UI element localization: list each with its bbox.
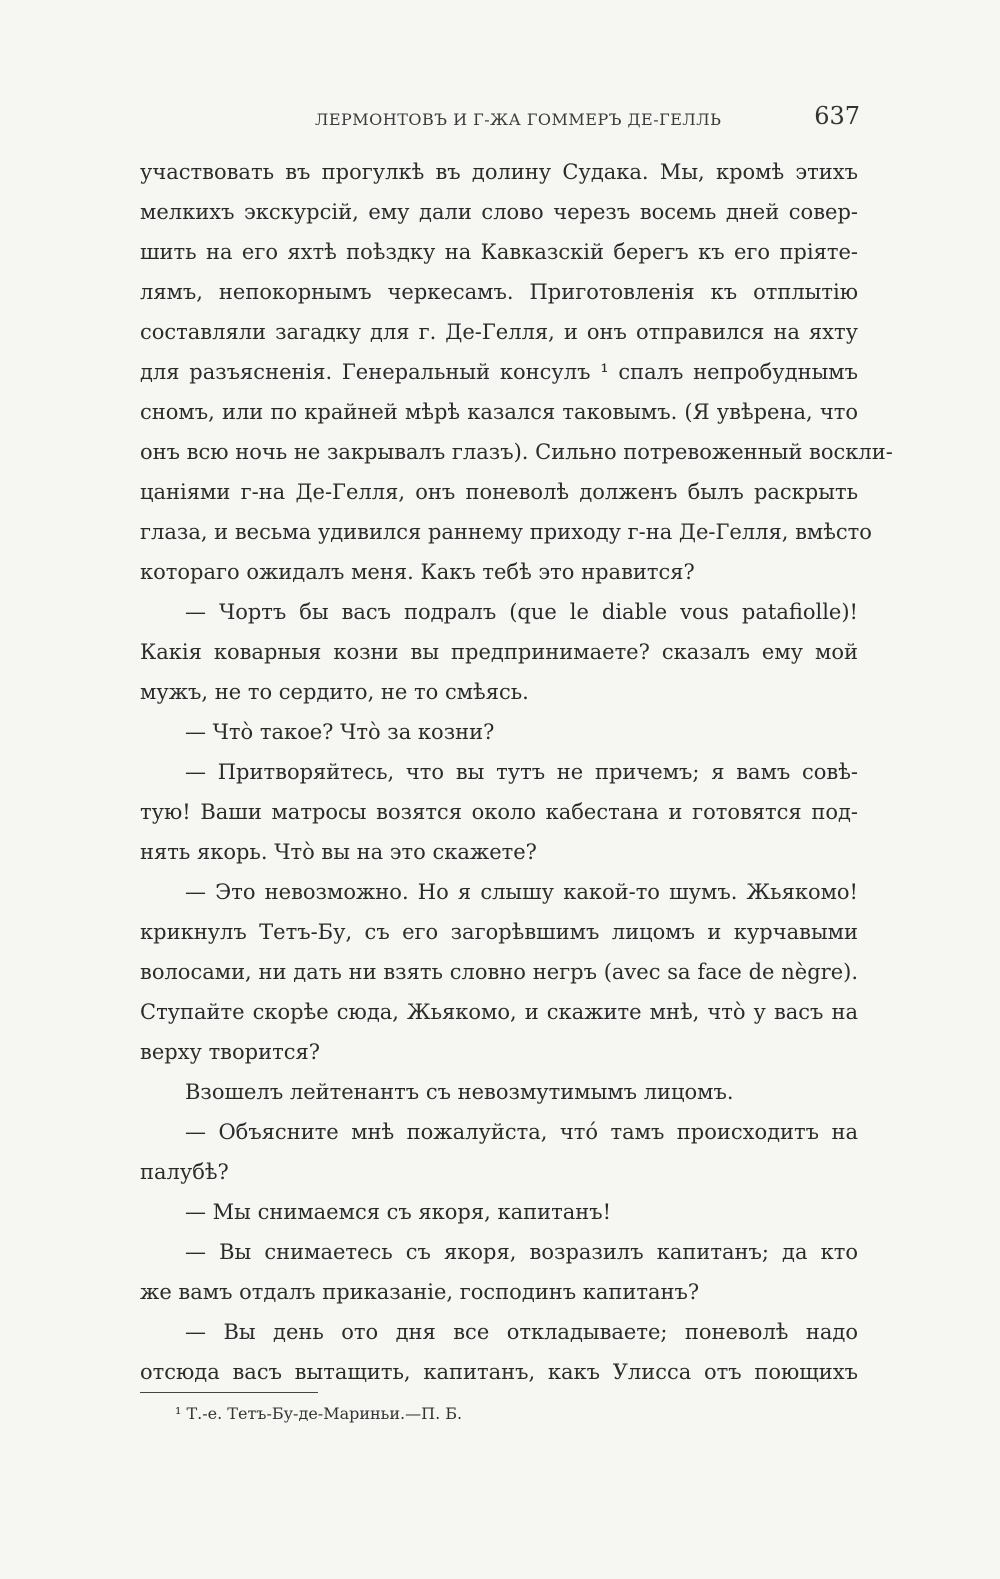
text-line: котораго ожидалъ меня. Какъ тебѣ это нравится? [140, 560, 695, 584]
page-number: 637 [814, 102, 860, 130]
text-line: — Объясните мнѣ пожалуйста, что́ тамъ происходитъ на [185, 1120, 858, 1144]
text-line: участвовать въ прогулкѣ въ долину Судака. Мы, кромѣ этихъ [140, 160, 858, 184]
text-line: мужъ, не то сердито, не то смѣясь. [140, 680, 529, 704]
text-line: нять якорь. Что̀ вы на это скажете? [140, 840, 537, 864]
text-line: крикнулъ Тетъ-Бу, съ его загорѣвшимъ лицомъ и курчавыми [140, 920, 858, 944]
text-line: онъ всю ночь не закрывалъ глазъ). Сильно потревоженный воскли- [140, 440, 893, 464]
text-line: Какія коварныя козни вы предпринимаете? сказалъ ему мой [140, 640, 858, 664]
text-line: — Мы снимаемся съ якоря, капитанъ! [185, 1200, 612, 1224]
page-header [140, 100, 860, 140]
text-line: для разъясненія. Генеральный консулъ ¹ спалъ непробуднымъ [140, 360, 858, 384]
text-line: лямъ, непокорнымъ черкесамъ. Приготовленія къ отплытію [140, 280, 858, 304]
text-line: Ступайте скорѣе сюда, Жьякомо, и скажите мнѣ, что̀ у васъ на [140, 1000, 858, 1024]
text-line: — Это невозможно. Но я слышу какой-то шумъ. Жьякомо! [185, 880, 858, 904]
text-line: — Вы снимаетесь съ якоря, возразилъ капитанъ; да кто [185, 1240, 858, 1264]
text-line: — Вы день ото дня все откладываете; поневолѣ надо [185, 1320, 858, 1344]
text-line: — Чортъ бы васъ подралъ (que le diable vous patafiolle)! [185, 600, 858, 624]
text-line: составляли загадку для г. Де-Гелля, и онъ отправился на яхту [140, 320, 858, 344]
text-line: отсюда васъ вытащить, капитанъ, какъ Улисса отъ поющихъ [140, 1360, 858, 1384]
text-line: верху творится? [140, 1040, 320, 1064]
text-line: палубѣ? [140, 1160, 229, 1184]
text-line: мелкихъ экскурсій, ему дали слово черезъ восемь дней совер- [140, 200, 858, 224]
text-line: волосами, ни дать ни взять словно негръ (avec sa face de nègre). [140, 960, 858, 984]
text-line: же вамъ отдалъ приказаніе, господинъ капитанъ? [140, 1280, 700, 1304]
footnote: ¹ Т.-е. Тетъ-Бу-де-Мариньи.—П. Б. [175, 1404, 463, 1423]
text-line: тую! Ваши матросы возятся около кабестана и готовятся под- [140, 800, 858, 824]
footnote-divider [140, 1392, 318, 1393]
running-head: ЛЕРМОНТОВЪ И Г-ЖА ГОММЕРЪ ДЕ-ГЕЛЛЬ [315, 110, 722, 129]
text-line: Взошелъ лейтенантъ съ невозмутимымъ лицомъ. [185, 1080, 734, 1104]
text-line: — Притворяйтесь, что вы тутъ не причемъ; я вамъ совѣ- [185, 760, 858, 784]
body-text [140, 152, 893, 1392]
text-line: глаза, и весьма удивился раннему приходу г-на Де-Гелля, вмѣсто [140, 520, 872, 544]
text-line: — Что̀ такое? Что̀ за козни? [185, 720, 495, 744]
text-line: сномъ, или по крайней мѣрѣ казался таковымъ. (Я увѣрена, что [140, 400, 858, 424]
text-line: шить на его яхтѣ поѣздку на Кавказскій берегъ къ его пріяте- [140, 240, 858, 264]
text-line: цаніями г-на Де-Гелля, онъ поневолѣ долженъ былъ раскрыть [140, 480, 858, 504]
